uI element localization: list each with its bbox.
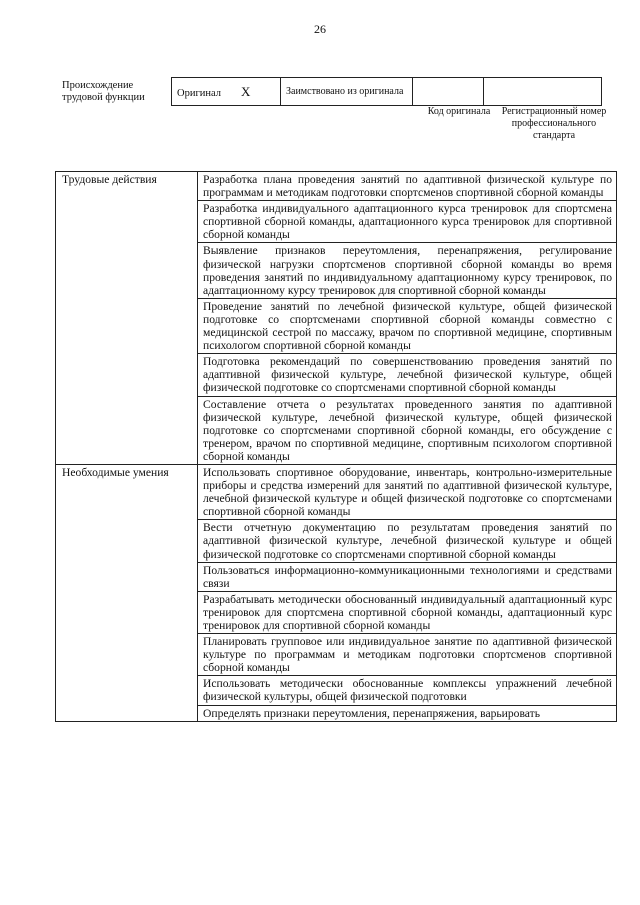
reg-number-cell bbox=[484, 78, 602, 106]
list-item: Подготовка рекомендаций по совершенствованию проведения занятий по адаптивной физической культуре, лечебной физической культуре, общей физической подготовке со спортсменами спортивной сборной команды bbox=[198, 354, 617, 396]
functions-table bbox=[55, 171, 617, 722]
list-item: Составление отчета о результатах проведенного занятия по адаптивной физической культуре, лечебной физической культуре, общей физической подготовке со спортсменами спортивной сборной команды, его обсуждение с тренером, врачом по спортивной медицине, спортивным психологом спортивной сборной команды bbox=[198, 396, 617, 464]
original-label: Оригинал bbox=[177, 87, 221, 99]
list-item: Проведение занятий по лечебной физической культуре, общей физической подготовке со спортсменами спортивной сборной команды совместно с медицинской сестрой по массажу, врачом по спортивной медицине, спортивным психологом спортивной сборной команды bbox=[198, 298, 617, 353]
reg-label: Регистрационный номер профессионального стандарта bbox=[501, 106, 607, 141]
list-item: Разрабатывать методически обоснованный индивидуальный адаптационный курс тренировок для спортсмена спортивной сборной команды, адаптационный курс тренировок для спортивной сборной команды bbox=[198, 591, 617, 633]
section-label: Необходимые умения bbox=[56, 464, 198, 721]
origin-label: Происхождение трудовой функции bbox=[62, 80, 145, 103]
list-item: Использовать спортивное оборудование, инвентарь, контрольно-измерительные приборы и средства измерений для занятий по адаптивной физической культуре, лечебной физической культуре и общей физической подготовке со спортсменами спортивной сборной команды bbox=[198, 464, 617, 519]
list-item-text: Определять признаки переутомления, перенапряжения, варьировать bbox=[203, 706, 540, 720]
list-item: Планировать групповое или индивидуальное занятие по адаптивной физической культуре по программам и методикам подготовки спортсменов спортивной сборной команды bbox=[198, 634, 617, 676]
page-number: 26 bbox=[314, 22, 326, 36]
code-cell bbox=[413, 78, 484, 106]
table-row bbox=[56, 172, 617, 201]
list-item: Вести отчетную документацию по результатам проведения занятий по адаптивной физической культуре, лечебной физической культуре и общей физической подготовке со спортсменами спортивной сборной команды bbox=[198, 520, 617, 562]
original-mark: X bbox=[241, 83, 251, 99]
list-item: Использовать методически обоснованные комплексы упражнений лечебной физической культуры, общей физической подготовки bbox=[198, 676, 617, 705]
borrowed-label: Заимствовано из оригинала bbox=[281, 78, 413, 106]
original-cell bbox=[172, 78, 281, 106]
list-item bbox=[198, 705, 617, 721]
list-item: Разработка индивидуального адаптационного курса тренировок для спортсмена спортивной сборной команды, адаптационного курса тренировок для спортивной сборной команды bbox=[198, 201, 617, 243]
code-label: Код оригинала bbox=[427, 106, 491, 117]
list-item: Выявление признаков переутомления, перенапряжения, регулирование физической нагрузки спортсменов спортивной сборной команды во время проведения занятий по индивидуальному адаптационному курсу тренировок, по адаптационному курсу тренировок для спортивной сборной команды bbox=[198, 243, 617, 298]
origin-table bbox=[171, 77, 602, 106]
list-item: Пользоваться информационно-коммуникационными технологиями и средствами связи bbox=[198, 562, 617, 591]
section-label: Трудовые действия bbox=[56, 172, 198, 465]
table-row bbox=[56, 464, 617, 519]
list-item: Разработка плана проведения занятий по адаптивной физической культуре по программам и методикам подготовки спортсменов спортивной сборной команды bbox=[198, 172, 617, 201]
